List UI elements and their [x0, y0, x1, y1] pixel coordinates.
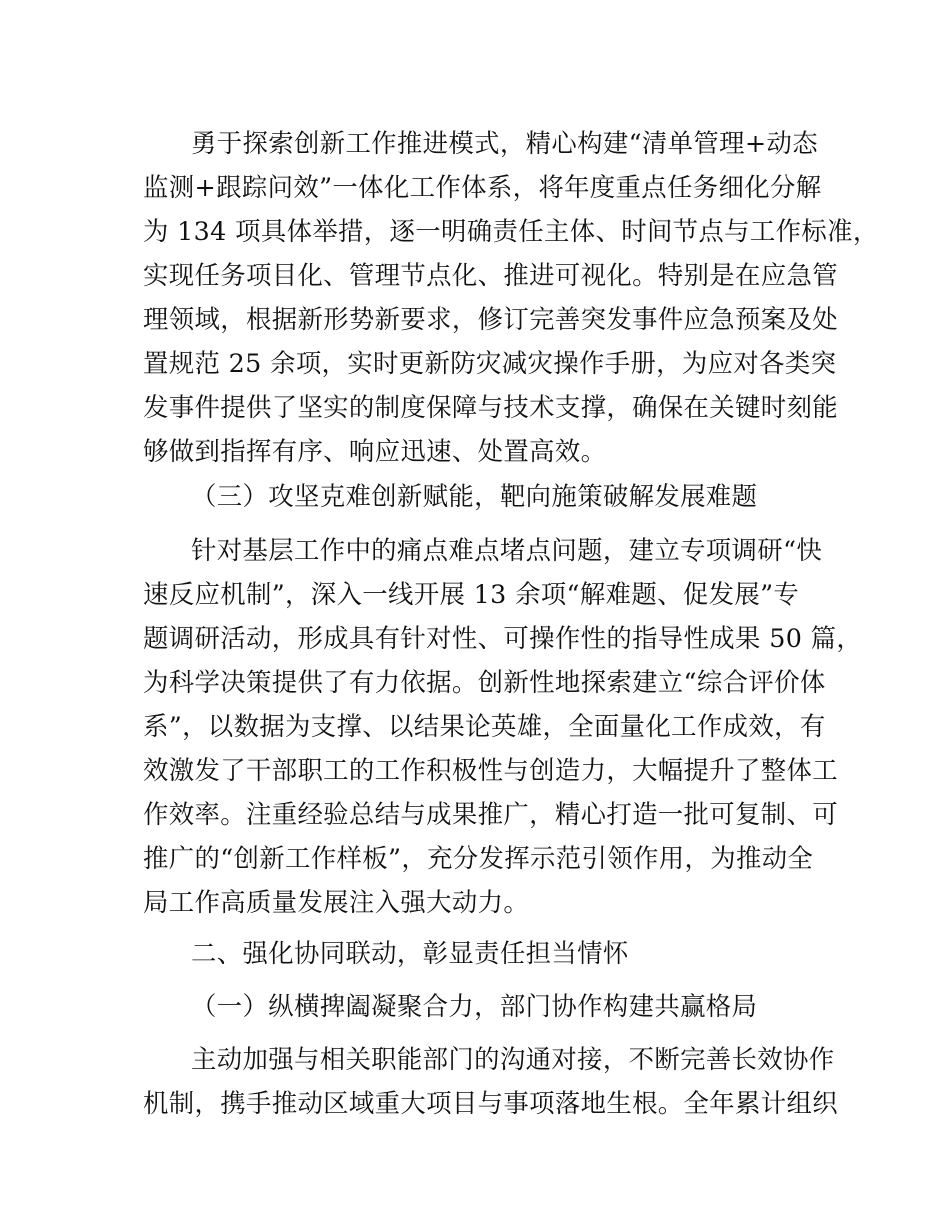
paragraph-2-line-6: 效激发了干部职工的工作积极性与创造力，大幅提升了整体工: [143, 755, 838, 785]
paragraph-2-line-4: 为科学决策提供了有力依据。创新性地探索建立“综合评价体: [143, 667, 826, 697]
paragraph-2-line-5: 系”，以数据为支撑、以结果论英雄，全面量化工作成效，有: [143, 711, 826, 741]
subsection-heading-one: （一）纵横捭阖凝聚合力，部门协作构建共赢格局: [191, 991, 758, 1021]
paragraph-2-line-7: 作效率。注重经验总结与成果推广，精心打造一批可复制、可: [143, 799, 838, 829]
paragraph-1-line-8: 够做到指挥有序、响应迅速、处置高效。: [143, 436, 607, 466]
paragraph-2-line-9: 局工作高质量发展注入强大动力。: [143, 887, 530, 917]
section-heading-three: （三）攻坚克难创新赋能，靶向施策破解发展难题: [191, 481, 758, 511]
paragraph-1-line-7: 发事件提供了坚实的制度保障与技术支撑，确保在关键时刻能: [143, 392, 838, 422]
paragraph-2-line-2: 速反应机制”，深入一线开展 13 余项“解难题、促发展”专: [143, 579, 800, 609]
paragraph-3-line-1: 主动加强与相关职能部门的沟通对接，不断完善长效协作: [191, 1044, 835, 1074]
section-heading-two: 二、强化协同联动，彰显责任担当情怀: [191, 938, 629, 968]
paragraph-1-line-1: 勇于探索创新工作推进模式，精心构建“清单管理+动态: [191, 128, 818, 158]
paragraph-2-line-3: 题调研活动，形成具有针对性、可操作性的指导性成果 50 篇，: [143, 623, 863, 653]
paragraph-2-line-8: 推广的“创新工作样板”，充分发挥示范引领作用，为推动全: [143, 843, 814, 873]
paragraph-1-line-2: 监测+跟踪问效”一体化工作体系，将年度重点任务细化分解: [143, 172, 822, 202]
paragraph-3-line-2: 机制，携手推动区域重大项目与事项落地生根。全年累计组织: [143, 1088, 838, 1118]
paragraph-1-line-4: 实现任务项目化、管理节点化、推进可视化。特别是在应急管: [143, 260, 838, 290]
paragraph-1-line-5: 理领域，根据新形势新要求，修订完善突发事件应急预案及处: [143, 304, 838, 334]
paragraph-2-line-1: 针对基层工作中的痛点难点堵点问题，建立专项调研“快: [191, 535, 823, 565]
paragraph-1-line-6: 置规范 25 余项，实时更新防灾减灾操作手册，为应对各类突: [143, 348, 837, 378]
paragraph-1-line-3: 为 134 项具体举措，逐一明确责任主体、时间节点与工作标准，: [143, 216, 879, 246]
